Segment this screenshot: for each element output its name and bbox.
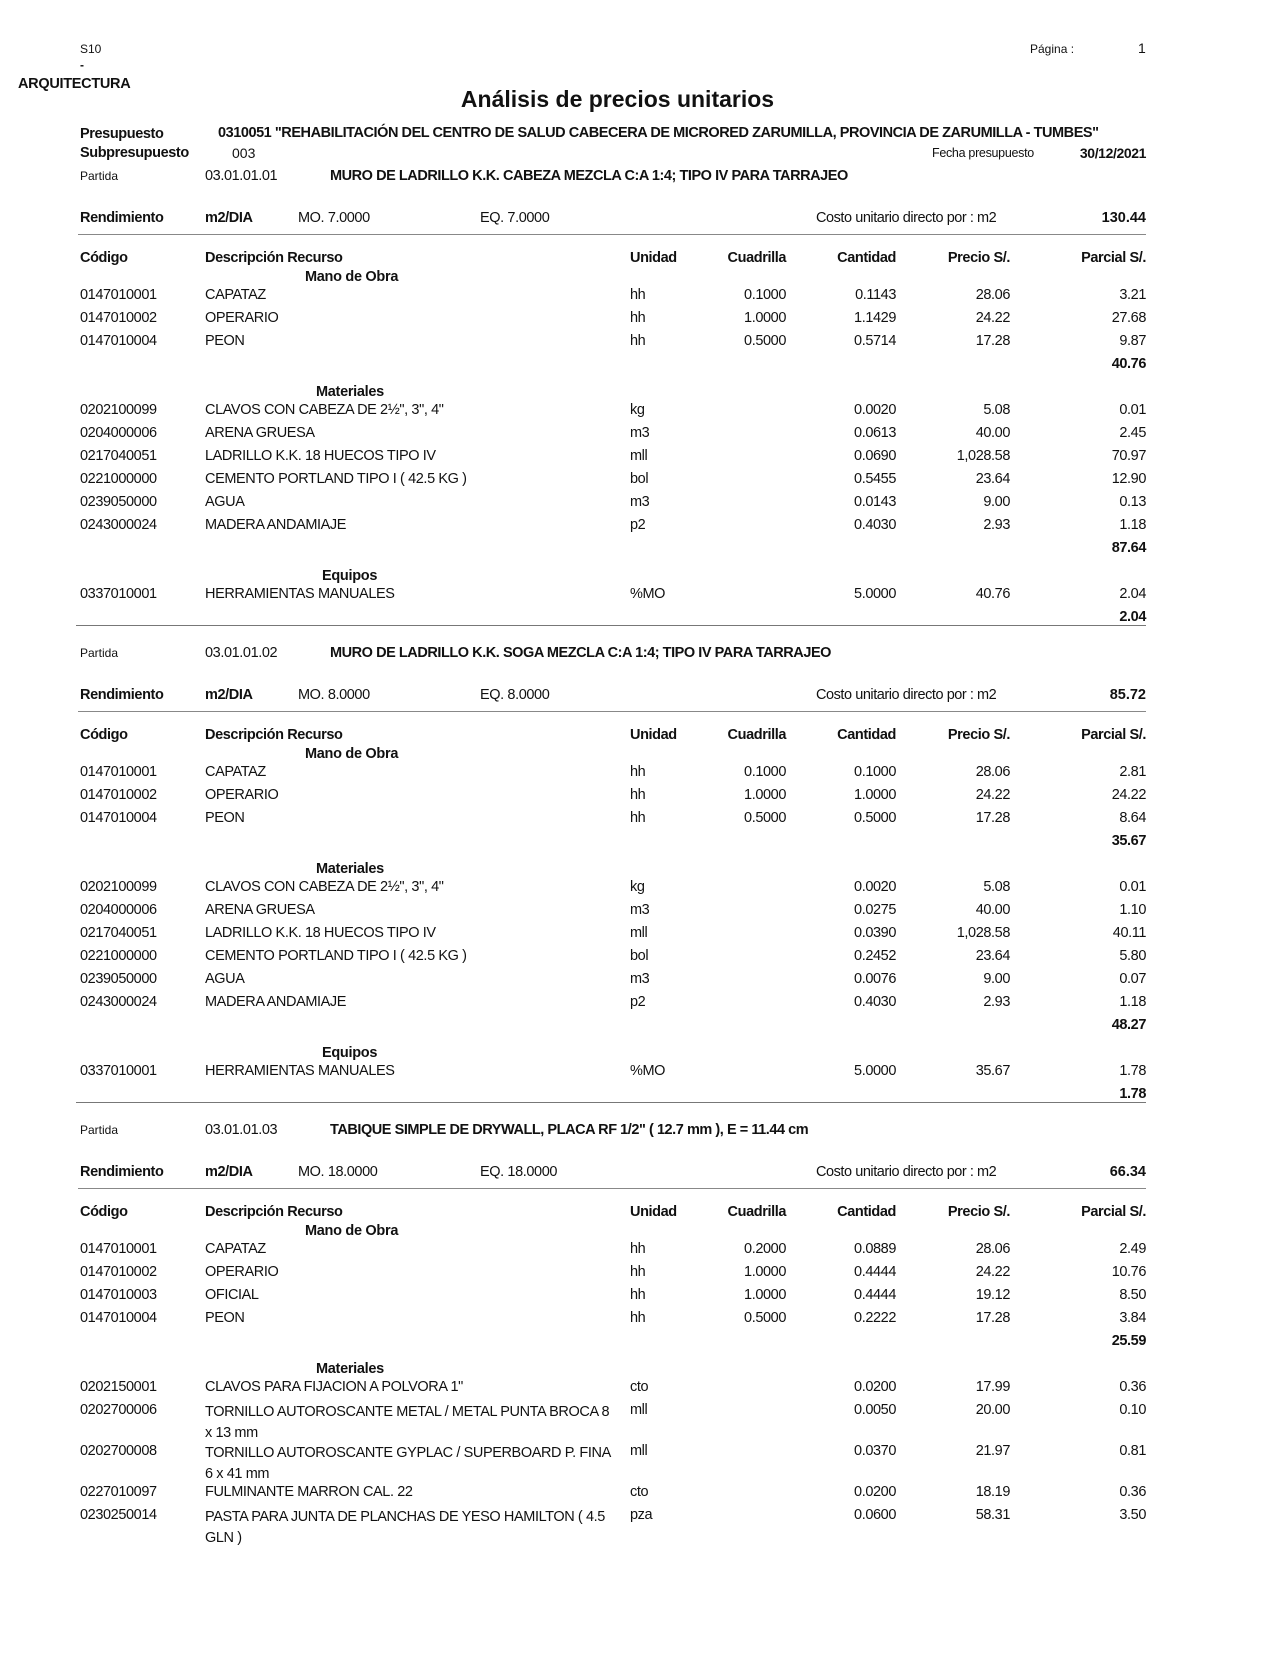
resource-parcial: 8.50 (1119, 1287, 1146, 1303)
page-title: Análisis de precios unitarios (460, 86, 775, 112)
table-row (0, 787, 1280, 809)
resource-code: 0202700008 (80, 1443, 157, 1459)
rendimiento-unit: m2/DIA (205, 210, 253, 226)
resource-precio: 23.64 (975, 948, 1010, 964)
col-cuadrilla: Cuadrilla (727, 727, 786, 743)
resource-code: 0147010004 (80, 1310, 157, 1326)
resource-precio: 40.00 (975, 902, 1010, 918)
resource-description: TORNILLO AUTOROSCANTE GYPLAC / SUPERBOARD P. FINA 6 x 41 mm (205, 1445, 611, 1482)
resource-parcial: 10.76 (1111, 1264, 1146, 1280)
group-subtotal: 1.78 (1119, 1086, 1146, 1102)
resource-unit: bol (630, 948, 649, 964)
resource-code: 0217040051 (80, 925, 157, 941)
resource-unit: cto (630, 1379, 649, 1395)
resource-code: 0227010097 (80, 1484, 157, 1500)
resource-cantidad: 0.1143 (855, 287, 896, 303)
partida-label: Partida (80, 646, 119, 660)
table-row (0, 1063, 1280, 1085)
col-cantidad: Cantidad (837, 727, 896, 743)
resource-description: CAPATAZ (205, 1241, 266, 1257)
resource-code: 0147010002 (80, 787, 157, 803)
resource-cantidad: 0.4444 (854, 1287, 896, 1303)
resource-unit: hh (630, 333, 646, 349)
area-label: ARQUITECTURA (18, 76, 131, 92)
system-dash: - (80, 58, 84, 72)
resource-cantidad: 0.5000 (854, 810, 896, 826)
resource-unit: m3 (630, 425, 650, 441)
partida-code: 03.01.01.02 (205, 645, 278, 661)
table-row (0, 333, 1280, 355)
group-title: Equipos (322, 1045, 378, 1061)
table-row (0, 1402, 1280, 1441)
resource-parcial: 1.10 (1119, 902, 1146, 918)
resource-code: 0202100099 (80, 879, 157, 895)
resource-code: 0147010002 (80, 310, 157, 326)
table-row (0, 287, 1280, 309)
partida-label: Partida (80, 1123, 119, 1137)
resource-parcial: 8.64 (1119, 810, 1146, 826)
group-title: Materiales (316, 1361, 384, 1377)
resource-description: AGUA (205, 971, 245, 987)
resource-unit: m3 (630, 902, 650, 918)
resource-cantidad: 0.5455 (854, 471, 896, 487)
eq-value: EQ. 8.0000 (480, 687, 550, 703)
resource-code: 0147010001 (80, 1241, 157, 1257)
resource-description: OPERARIO (205, 1264, 279, 1280)
presupuesto-value: 0310051 "REHABILITACIÓN DEL CENTRO DE SALUD CABECERA DE MICRORED ZARUMILLA, PROVINCIA DE ZARUMILLA - TUMBES" (218, 125, 1099, 141)
resource-cuadrilla: 1.0000 (744, 1287, 786, 1303)
page-number: 1 (1138, 40, 1146, 56)
partida-label: Partida (80, 169, 119, 183)
mo-value: MO. 7.0000 (298, 210, 370, 226)
resource-precio: 5.08 (983, 879, 1010, 895)
col-cantidad: Cantidad (837, 250, 896, 266)
resource-description: PEON (205, 810, 245, 826)
resource-unit: hh (630, 1241, 646, 1257)
resource-description: OPERARIO (205, 787, 279, 803)
resource-code: 0221000000 (80, 471, 157, 487)
resource-cantidad: 1.0000 (854, 787, 896, 803)
table-row (0, 1443, 1280, 1482)
resource-parcial: 0.10 (1119, 1402, 1146, 1418)
resource-unit: mll (630, 1443, 648, 1459)
divider (78, 711, 1146, 712)
resource-cantidad: 5.0000 (854, 1063, 896, 1079)
rendimiento-unit: m2/DIA (205, 687, 253, 703)
resource-parcial: 5.80 (1119, 948, 1146, 964)
col-unidad: Unidad (630, 250, 677, 266)
resource-precio: 28.06 (975, 287, 1010, 303)
resource-unit: kg (630, 402, 645, 418)
table-row (0, 994, 1280, 1016)
resource-precio: 17.28 (975, 333, 1010, 349)
resource-parcial: 0.36 (1119, 1484, 1146, 1500)
resource-parcial: 0.13 (1119, 494, 1146, 510)
resource-precio: 2.93 (983, 994, 1010, 1010)
resource-parcial: 3.21 (1119, 287, 1146, 303)
resource-code: 0202150001 (80, 1379, 157, 1395)
col-unidad: Unidad (630, 727, 677, 743)
resource-cantidad: 0.0200 (854, 1379, 896, 1395)
resource-description: MADERA ANDAMIAJE (205, 994, 347, 1010)
resource-precio: 40.76 (975, 586, 1010, 602)
column-header (0, 1204, 1280, 1226)
resource-unit: hh (630, 287, 646, 303)
group-title: Equipos (322, 568, 378, 584)
rendimiento-label: Rendimiento (80, 687, 164, 703)
table-row (0, 1287, 1280, 1309)
table-row (0, 1264, 1280, 1286)
col-codigo: Código (80, 1204, 128, 1220)
costo-value: 66.34 (1109, 1164, 1146, 1180)
subpresupuesto-value: 003 (232, 145, 256, 161)
resource-cuadrilla: 0.1000 (744, 287, 786, 303)
resource-parcial: 1.18 (1119, 994, 1146, 1010)
column-header (0, 727, 1280, 749)
resource-precio: 18.19 (975, 1484, 1010, 1500)
resource-unit: %MO (630, 1063, 666, 1079)
resource-parcial: 0.01 (1119, 879, 1146, 895)
resource-code: 0202700006 (80, 1402, 157, 1418)
eq-value: EQ. 18.0000 (480, 1164, 558, 1180)
resource-unit: hh (630, 1310, 646, 1326)
table-row (0, 925, 1280, 947)
page-label: Página : (1030, 42, 1075, 56)
system-label: S10 (80, 42, 102, 56)
resource-precio: 24.22 (975, 1264, 1010, 1280)
resource-cantidad: 0.0600 (854, 1507, 896, 1523)
table-row (0, 1484, 1280, 1506)
resource-precio: 17.28 (975, 1310, 1010, 1326)
resource-description: CAPATAZ (205, 287, 266, 303)
col-descripcion: Descripción Recurso (205, 250, 343, 266)
table-row (0, 425, 1280, 447)
resource-description: TORNILLO AUTOROSCANTE METAL / METAL PUNTA BROCA 8 x 13 mm (205, 1404, 610, 1441)
group-subtotal: 2.04 (1119, 609, 1146, 625)
table-row (0, 879, 1280, 901)
resource-description: AGUA (205, 494, 245, 510)
resource-cuadrilla: 0.2000 (744, 1241, 786, 1257)
resource-cantidad: 0.0020 (854, 402, 896, 418)
resource-code: 0230250014 (80, 1507, 157, 1523)
resource-code: 0239050000 (80, 971, 157, 987)
resource-cantidad: 0.0050 (854, 1402, 896, 1418)
group-title: Materiales (316, 384, 384, 400)
section-divider (76, 1102, 1146, 1103)
resource-description: PEON (205, 333, 245, 349)
col-descripcion: Descripción Recurso (205, 727, 343, 743)
table-row (0, 494, 1280, 516)
resource-cuadrilla: 0.5000 (744, 333, 786, 349)
resource-cuadrilla: 0.1000 (744, 764, 786, 780)
partida-code: 03.01.01.01 (205, 168, 278, 184)
col-precio: Precio S/. (947, 250, 1010, 266)
resource-parcial: 2.45 (1119, 425, 1146, 441)
table-row (0, 517, 1280, 539)
resource-cuadrilla: 1.0000 (744, 1264, 786, 1280)
resource-unit: hh (630, 310, 646, 326)
resource-code: 0337010001 (80, 586, 157, 602)
eq-value: EQ. 7.0000 (480, 210, 550, 226)
resource-description: LADRILLO K.K. 18 HUECOS TIPO IV (205, 448, 436, 464)
group-subtotal: 87.64 (1111, 540, 1146, 556)
resource-precio: 9.00 (983, 494, 1010, 510)
resource-code: 0204000006 (80, 902, 157, 918)
fecha-label: Fecha presupuesto (932, 146, 1034, 160)
mo-value: MO. 18.0000 (298, 1164, 378, 1180)
resource-code: 0221000000 (80, 948, 157, 964)
presupuesto-label: Presupuesto (80, 126, 164, 142)
col-precio: Precio S/. (947, 1204, 1010, 1220)
resource-parcial: 12.90 (1111, 471, 1146, 487)
resource-description: ARENA GRUESA (205, 425, 315, 441)
resource-unit: hh (630, 1287, 646, 1303)
resource-code: 0217040051 (80, 448, 157, 464)
resource-code: 0202100099 (80, 402, 157, 418)
resource-code: 0147010003 (80, 1287, 157, 1303)
resource-parcial: 0.07 (1119, 971, 1146, 987)
resource-parcial: 0.81 (1119, 1443, 1146, 1459)
partida-code: 03.01.01.03 (205, 1122, 278, 1138)
rendimiento-label: Rendimiento (80, 1164, 164, 1180)
table-row (0, 310, 1280, 332)
resource-code: 0147010004 (80, 333, 157, 349)
resource-cuadrilla: 0.5000 (744, 1310, 786, 1326)
resource-precio: 28.06 (975, 764, 1010, 780)
resource-code: 0147010001 (80, 287, 157, 303)
resource-unit: m3 (630, 971, 650, 987)
resource-unit: hh (630, 764, 646, 780)
group-title: Mano de Obra (305, 1223, 399, 1239)
resource-code: 0147010002 (80, 1264, 157, 1280)
table-row (0, 402, 1280, 424)
table-row (0, 764, 1280, 786)
resource-description: CEMENTO PORTLAND TIPO I ( 42.5 KG ) (205, 948, 467, 964)
resource-precio: 24.22 (975, 787, 1010, 803)
resource-unit: kg (630, 879, 645, 895)
group-title: Materiales (316, 861, 384, 877)
costo-value: 130.44 (1101, 210, 1146, 226)
table-row (0, 1241, 1280, 1263)
resource-description: CLAVOS CON CABEZA DE 2½", 3", 4" (205, 402, 444, 418)
resource-description: ARENA GRUESA (205, 902, 315, 918)
subpresupuesto-label: Subpresupuesto (80, 145, 189, 161)
resource-description: CAPATAZ (205, 764, 266, 780)
group-subtotal: 40.76 (1111, 356, 1146, 372)
resource-unit: m3 (630, 494, 650, 510)
resource-parcial: 0.36 (1119, 1379, 1146, 1395)
resource-precio: 1,028.58 (956, 448, 1010, 464)
table-row (0, 902, 1280, 924)
divider (78, 1188, 1146, 1189)
partida-name: TABIQUE SIMPLE DE DRYWALL, PLACA RF 1/2" ( 12.7 mm ), E = 11.44 cm (330, 1122, 809, 1138)
resource-unit: bol (630, 471, 649, 487)
resource-precio: 35.67 (975, 1063, 1010, 1079)
resource-description: HERRAMIENTAS MANUALES (205, 586, 395, 602)
table-row (0, 1379, 1280, 1401)
resource-cantidad: 0.0275 (854, 902, 896, 918)
resource-description: PEON (205, 1310, 245, 1326)
resource-precio: 23.64 (975, 471, 1010, 487)
resource-cantidad: 0.4030 (854, 517, 896, 533)
resource-precio: 17.99 (975, 1379, 1010, 1395)
resource-code: 0147010001 (80, 764, 157, 780)
resource-cantidad: 0.0390 (854, 925, 896, 941)
resource-cantidad: 0.0076 (854, 971, 896, 987)
resource-unit: mll (630, 1402, 648, 1418)
group-subtotal: 35.67 (1111, 833, 1146, 849)
resource-cuadrilla: 0.5000 (744, 810, 786, 826)
resource-description: MADERA ANDAMIAJE (205, 517, 347, 533)
resource-unit: p2 (630, 994, 646, 1010)
col-parcial: Parcial S/. (1081, 250, 1146, 266)
resource-parcial: 2.04 (1119, 586, 1146, 602)
table-row (0, 471, 1280, 493)
resource-description: CLAVOS CON CABEZA DE 2½", 3", 4" (205, 879, 444, 895)
resource-cantidad: 0.4030 (854, 994, 896, 1010)
resource-precio: 28.06 (975, 1241, 1010, 1257)
resource-precio: 21.97 (975, 1443, 1010, 1459)
table-row (0, 810, 1280, 832)
resource-description: LADRILLO K.K. 18 HUECOS TIPO IV (205, 925, 436, 941)
resource-description: HERRAMIENTAS MANUALES (205, 1063, 395, 1079)
resource-precio: 17.28 (975, 810, 1010, 826)
col-descripcion: Descripción Recurso (205, 1204, 343, 1220)
resource-precio: 24.22 (975, 310, 1010, 326)
group-subtotal: 48.27 (1111, 1017, 1146, 1033)
resource-cantidad: 0.4444 (854, 1264, 896, 1280)
resource-unit: mll (630, 925, 648, 941)
resource-precio: 2.93 (983, 517, 1010, 533)
resource-code: 0243000024 (80, 517, 157, 533)
group-title: Mano de Obra (305, 269, 399, 285)
resource-cantidad: 0.0889 (854, 1241, 896, 1257)
resource-precio: 9.00 (983, 971, 1010, 987)
fecha-value: 30/12/2021 (1079, 145, 1146, 161)
resource-cantidad: 0.2222 (854, 1310, 896, 1326)
resource-description: CEMENTO PORTLAND TIPO I ( 42.5 KG ) (205, 471, 467, 487)
costo-label: Costo unitario directo por : m2 (816, 1164, 997, 1180)
costo-value: 85.72 (1109, 687, 1146, 703)
group-subtotal: 25.59 (1111, 1333, 1146, 1349)
resource-parcial: 0.01 (1119, 402, 1146, 418)
resource-parcial: 27.68 (1111, 310, 1146, 326)
resource-code: 0147010004 (80, 810, 157, 826)
col-cuadrilla: Cuadrilla (727, 250, 786, 266)
resource-parcial: 1.18 (1119, 517, 1146, 533)
resource-parcial: 24.22 (1111, 787, 1146, 803)
resource-precio: 58.31 (975, 1507, 1010, 1523)
resource-precio: 1,028.58 (956, 925, 1010, 941)
rendimiento-label: Rendimiento (80, 210, 164, 226)
costo-label: Costo unitario directo por : m2 (816, 210, 997, 226)
column-header (0, 250, 1280, 272)
resource-cantidad: 0.1000 (854, 764, 896, 780)
resource-cantidad: 0.5714 (854, 333, 896, 349)
table-row (0, 1310, 1280, 1332)
resource-parcial: 70.97 (1111, 448, 1146, 464)
resource-precio: 19.12 (975, 1287, 1010, 1303)
section-divider (76, 625, 1146, 626)
resource-code: 0243000024 (80, 994, 157, 1010)
col-unidad: Unidad (630, 1204, 677, 1220)
mo-value: MO. 8.0000 (298, 687, 370, 703)
resource-parcial: 9.87 (1119, 333, 1146, 349)
resource-code: 0337010001 (80, 1063, 157, 1079)
resource-parcial: 3.50 (1119, 1507, 1146, 1523)
resource-unit: p2 (630, 517, 646, 533)
resource-description: CLAVOS PARA FIJACION A POLVORA 1" (205, 1379, 463, 1395)
resource-unit: pza (630, 1507, 653, 1523)
resource-cantidad: 0.0143 (854, 494, 896, 510)
resource-unit: mll (630, 448, 648, 464)
resource-unit: hh (630, 787, 646, 803)
resource-description: OFICIAL (205, 1287, 259, 1303)
resource-cantidad: 0.0690 (854, 448, 896, 464)
resource-parcial: 40.11 (1112, 925, 1146, 941)
col-codigo: Código (80, 727, 128, 743)
resource-unit: %MO (630, 586, 666, 602)
partida-name: MURO DE LADRILLO K.K. CABEZA MEZCLA C:A 1:4; TIPO IV PARA TARRAJEO (330, 168, 848, 184)
resource-cuadrilla: 1.0000 (744, 787, 786, 803)
resource-cantidad: 5.0000 (854, 586, 896, 602)
resource-parcial: 2.49 (1119, 1241, 1146, 1257)
col-parcial: Parcial S/. (1081, 727, 1146, 743)
resource-unit: cto (630, 1484, 649, 1500)
resource-code: 0239050000 (80, 494, 157, 510)
resource-parcial: 1.78 (1119, 1063, 1146, 1079)
col-codigo: Código (80, 250, 128, 266)
table-row (0, 1507, 1280, 1546)
table-row (0, 971, 1280, 993)
partida-name: MURO DE LADRILLO K.K. SOGA MEZCLA C:A 1:4; TIPO IV PARA TARRAJEO (330, 645, 831, 661)
rendimiento-unit: m2/DIA (205, 1164, 253, 1180)
col-parcial: Parcial S/. (1081, 1204, 1146, 1220)
resource-cuadrilla: 1.0000 (744, 310, 786, 326)
resource-parcial: 2.81 (1119, 764, 1146, 780)
table-row (0, 448, 1280, 470)
resource-cantidad: 1.1429 (854, 310, 896, 326)
resource-cantidad: 0.0370 (854, 1443, 896, 1459)
resource-unit: hh (630, 810, 646, 826)
resource-cantidad: 0.0613 (854, 425, 896, 441)
resource-parcial: 3.84 (1119, 1310, 1146, 1326)
resource-cantidad: 0.0200 (854, 1484, 896, 1500)
resource-precio: 40.00 (975, 425, 1010, 441)
table-row (0, 586, 1280, 608)
costo-label: Costo unitario directo por : m2 (816, 687, 997, 703)
resource-description: FULMINANTE MARRON CAL. 22 (205, 1484, 413, 1500)
resource-precio: 20.00 (975, 1402, 1010, 1418)
resource-precio: 5.08 (983, 402, 1010, 418)
col-cuadrilla: Cuadrilla (727, 1204, 786, 1220)
resource-description: PASTA PARA JUNTA DE PLANCHAS DE YESO HAMILTON ( 4.5 GLN ) (205, 1509, 605, 1546)
resource-unit: hh (630, 1264, 646, 1280)
table-row (0, 948, 1280, 970)
divider (78, 234, 1146, 235)
resource-description: OPERARIO (205, 310, 279, 326)
resource-cantidad: 0.2452 (854, 948, 896, 964)
group-title: Mano de Obra (305, 746, 399, 762)
col-cantidad: Cantidad (837, 1204, 896, 1220)
resource-cantidad: 0.0020 (854, 879, 896, 895)
col-precio: Precio S/. (947, 727, 1010, 743)
resource-code: 0204000006 (80, 425, 157, 441)
